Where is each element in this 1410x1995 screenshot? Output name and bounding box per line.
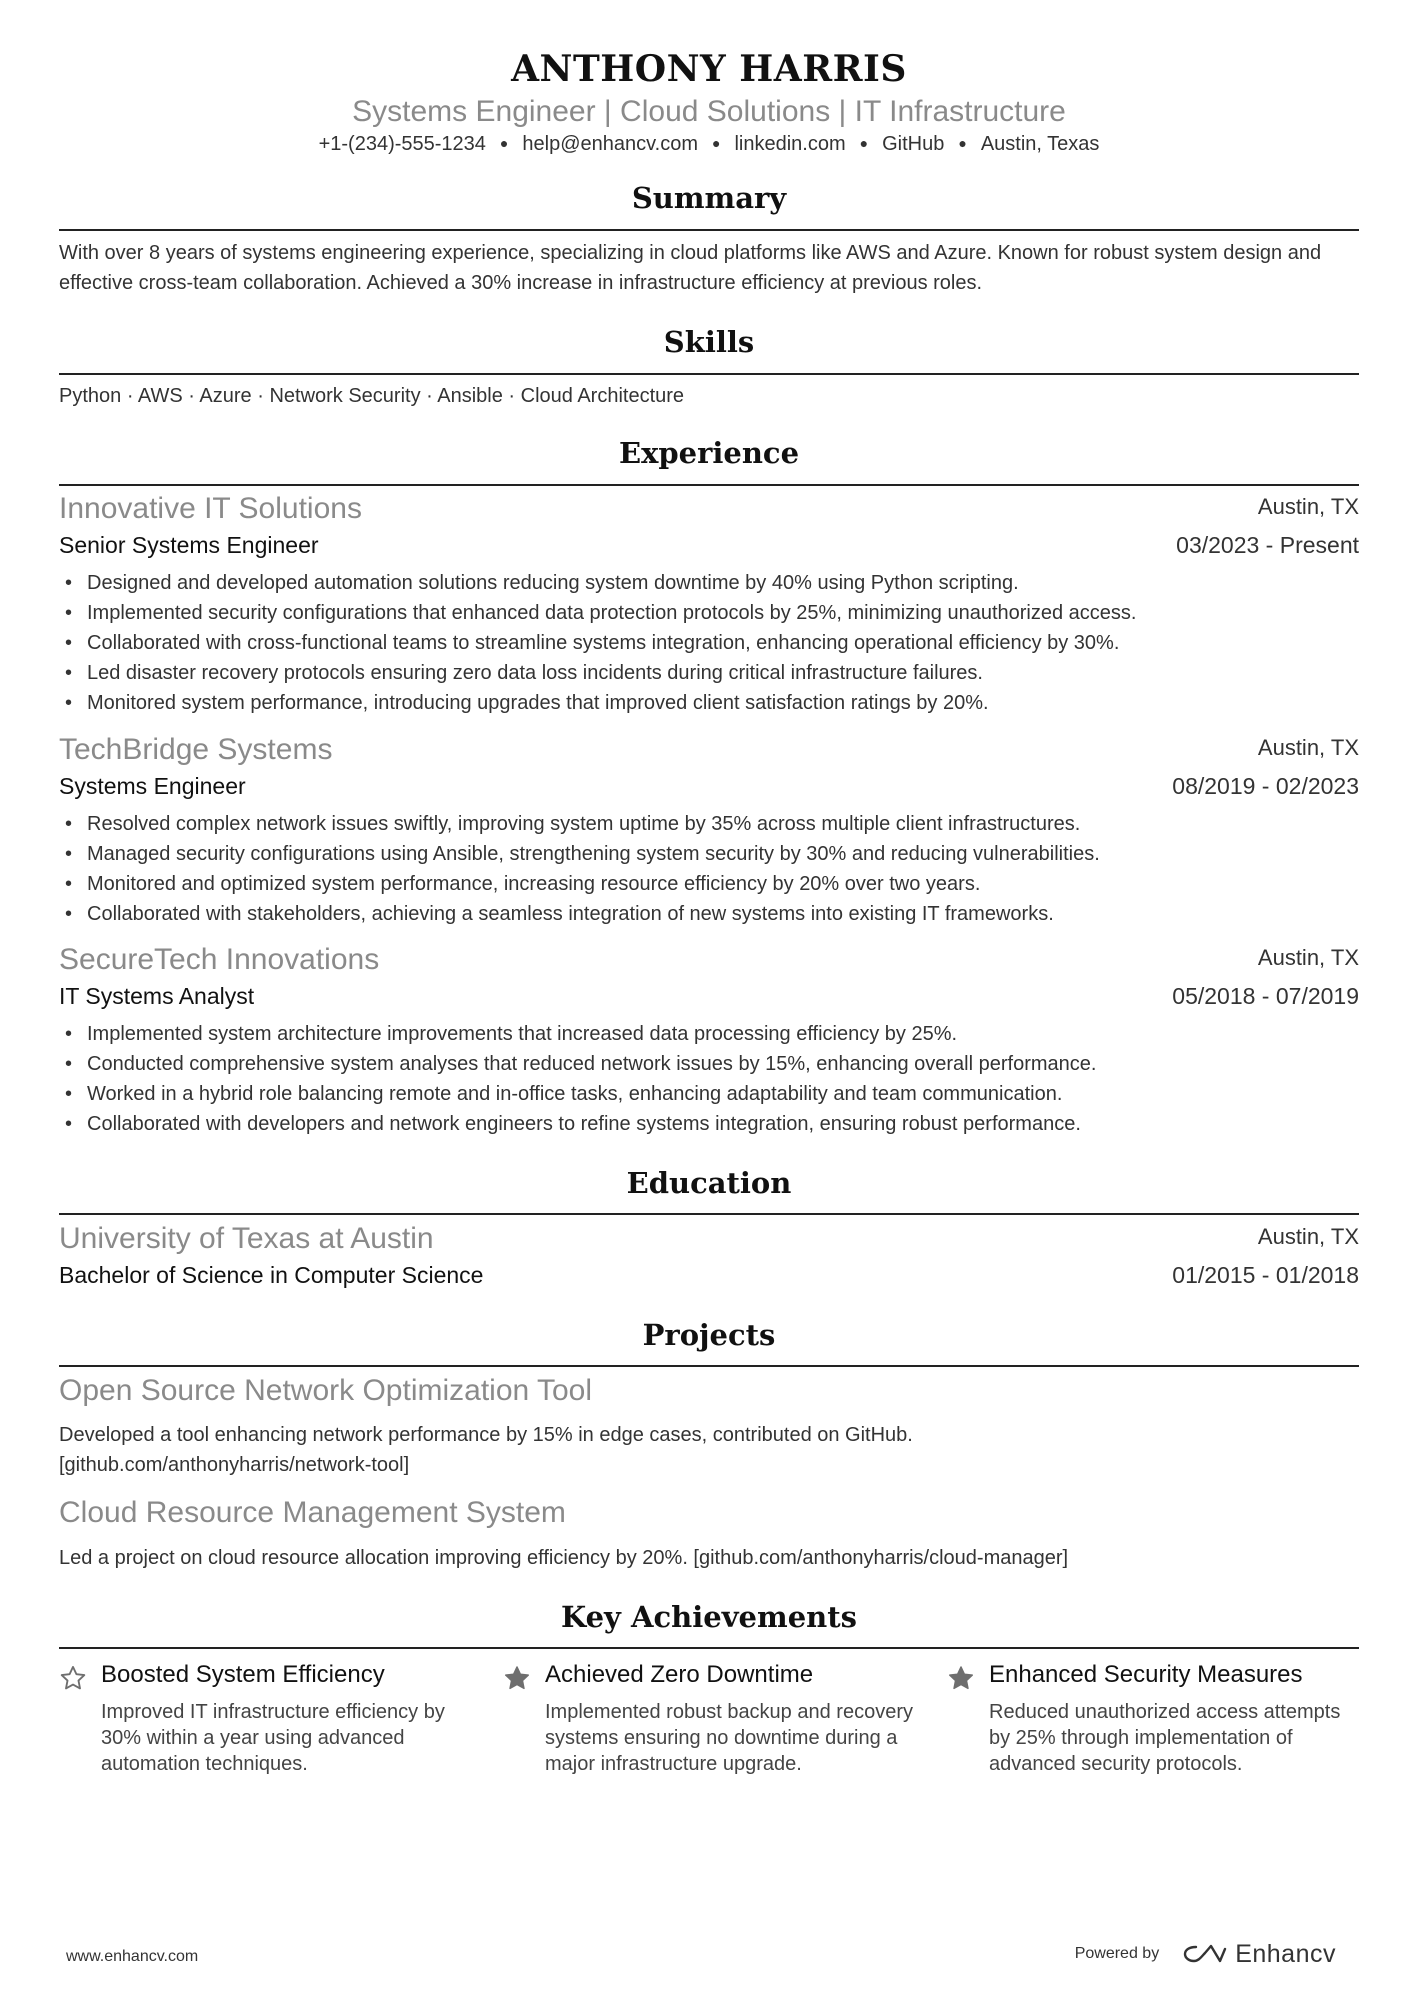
section-divider xyxy=(59,373,1359,375)
list-item: • Implemented security configurations that enhanced data protection protocols by 25%, minimizing unauthorized access. xyxy=(87,598,1387,628)
achievement-title: Boosted System Efficiency xyxy=(101,1661,385,1688)
section-divider xyxy=(59,1365,1359,1367)
star-filled-icon xyxy=(947,1664,975,1692)
job-company: SecureTech Innovations xyxy=(59,943,380,976)
list-item: • Led disaster recovery protocols ensuring zero data loss incidents during critical infrastructure failures. xyxy=(87,658,1387,688)
job-location: Austin, TX xyxy=(1257,735,1359,760)
achievement-description: Implemented robust backup and recovery systems ensuring no downtime during a major infrastructure upgrade. xyxy=(545,1701,913,1775)
project-description: Led a project on cloud resource allocation improving efficiency by 20%. [github.com/anthonyharris/cloud-manager] xyxy=(59,1547,1069,1569)
list-item: • Monitored and optimized system performance, increasing resource efficiency by 20% over two years. xyxy=(87,869,1387,899)
job-company: Innovative IT Solutions xyxy=(59,492,362,525)
separator-dot: ● xyxy=(711,135,721,151)
separator-dot: ● xyxy=(859,135,869,151)
section-title-education: Education xyxy=(626,1166,792,1200)
job-location: Austin, TX xyxy=(1257,945,1359,970)
job-location: Austin, TX xyxy=(1257,494,1359,519)
list-item: • Worked in a hybrid role balancing remote and in-office tasks, enhancing adaptability and team communication. xyxy=(87,1079,1387,1109)
list-item: • Collaborated with developers and network engineers to refine systems integration, ensuring robust performance. xyxy=(87,1109,1387,1139)
section-title-skills: Skills xyxy=(663,325,755,359)
job-dates: 03/2023 - Present xyxy=(1176,532,1359,558)
summary-text: With over 8 years of systems engineering experience, specializing in cloud platforms like AWS and Azure. Known for robust system design and effective cross-team collaboration. Achieved a 30% increase in infrastructure efficiency at previous roles. xyxy=(59,242,1322,294)
skills-list: Python · AWS · Azure · Network Security · Ansible · Cloud Architecture xyxy=(59,385,685,407)
project-title: Cloud Resource Management System xyxy=(59,1496,566,1529)
footer-branding[interactable] xyxy=(1075,1938,1336,1970)
job-dates: 05/2018 - 07/2019 xyxy=(1172,983,1359,1009)
achievement-description: Reduced unauthorized access attempts by 25% through implementation of advanced security protocols. xyxy=(989,1701,1341,1775)
section-divider xyxy=(59,229,1359,231)
job-role: Systems Engineer xyxy=(59,773,246,799)
section-title-summary: Summary xyxy=(631,181,787,215)
section-divider xyxy=(59,1213,1359,1215)
section-divider xyxy=(59,484,1359,486)
list-item: • Implemented system architecture improvements that increased data processing efficiency by 25%. xyxy=(87,1019,1387,1049)
list-item: • Collaborated with cross-functional teams to streamline systems integration, enhancing operational efficiency by 30%. xyxy=(87,628,1387,658)
section-title-projects: Projects xyxy=(642,1318,776,1352)
project-title: Open Source Network Optimization Tool xyxy=(59,1374,593,1407)
education-school: University of Texas at Austin xyxy=(59,1222,434,1255)
list-item: • Designed and developed automation solutions reducing system downtime by 40% using Python scripting. xyxy=(87,568,1387,598)
project-description: Developed a tool enhancing network performance by 15% in edge cases, contributed on GitHub. [github.com/anthonyharris/network-tool] xyxy=(59,1424,913,1476)
education-location: Austin, TX xyxy=(1257,1224,1359,1249)
separator-dot: ● xyxy=(499,135,509,151)
list-item: • Resolved complex network issues swiftly, improving system uptime by 35% across multiple client infrastructures. xyxy=(87,809,1387,839)
list-item: • Managed security configurations using Ansible, strengthening system security by 30% and reducing vulnerabilities. xyxy=(87,839,1387,869)
job-company: TechBridge Systems xyxy=(59,733,333,766)
powered-by-label: Powered by xyxy=(1074,1945,1160,1962)
section-title-key-achievements: Key Achievements xyxy=(561,1600,857,1634)
list-item: • Monitored system performance, introducing upgrades that improved client satisfaction ratings by 20%. xyxy=(87,688,1387,718)
job-bullets xyxy=(59,568,1387,718)
contact-phone[interactable]: +1-(234)-555-1234 xyxy=(318,133,486,155)
contact-email[interactable]: help@enhancv.com xyxy=(522,133,698,155)
job-bullets xyxy=(59,1019,1387,1139)
contact-location: Austin, Texas xyxy=(980,133,1100,155)
star-filled-icon xyxy=(503,1664,531,1692)
footer-website-link[interactable]: www.enhancv.com xyxy=(66,1948,199,1965)
section-title-experience: Experience xyxy=(618,436,800,470)
star-outline-icon xyxy=(59,1664,87,1692)
job-dates: 08/2019 - 02/2023 xyxy=(1172,773,1359,799)
achievement-description: Improved IT infrastructure efficiency by 30% within a year using advanced automation techniques. xyxy=(101,1701,445,1775)
list-item: • Collaborated with stakeholders, achieving a seamless integration of new systems into existing IT frameworks. xyxy=(87,899,1387,929)
achievement-title: Achieved Zero Downtime xyxy=(545,1661,814,1688)
brand-name: Enhancv xyxy=(1235,1939,1336,1968)
candidate-tagline: Systems Engineer | Cloud Solutions | IT Infrastructure xyxy=(352,95,1066,128)
enhancv-logo-icon xyxy=(1181,1941,1227,1967)
separator-dot: ● xyxy=(958,135,967,151)
contact-github[interactable]: GitHub xyxy=(882,133,945,155)
achievement-title: Enhanced Security Measures xyxy=(989,1661,1303,1688)
education-degree: Bachelor of Science in Computer Science xyxy=(59,1262,484,1288)
contact-line xyxy=(59,133,1359,156)
education-dates: 01/2015 - 01/2018 xyxy=(1172,1262,1359,1288)
list-item: • Conducted comprehensive system analyses that reduced network issues by 15%, enhancing overall performance. xyxy=(87,1049,1387,1079)
contact-linkedin[interactable]: linkedin.com xyxy=(734,133,846,155)
job-role: IT Systems Analyst xyxy=(59,983,255,1009)
section-divider xyxy=(59,1647,1359,1649)
job-bullets xyxy=(59,809,1387,929)
job-role: Senior Systems Engineer xyxy=(59,532,319,558)
candidate-name: ANTHONY HARRIS xyxy=(511,48,907,90)
